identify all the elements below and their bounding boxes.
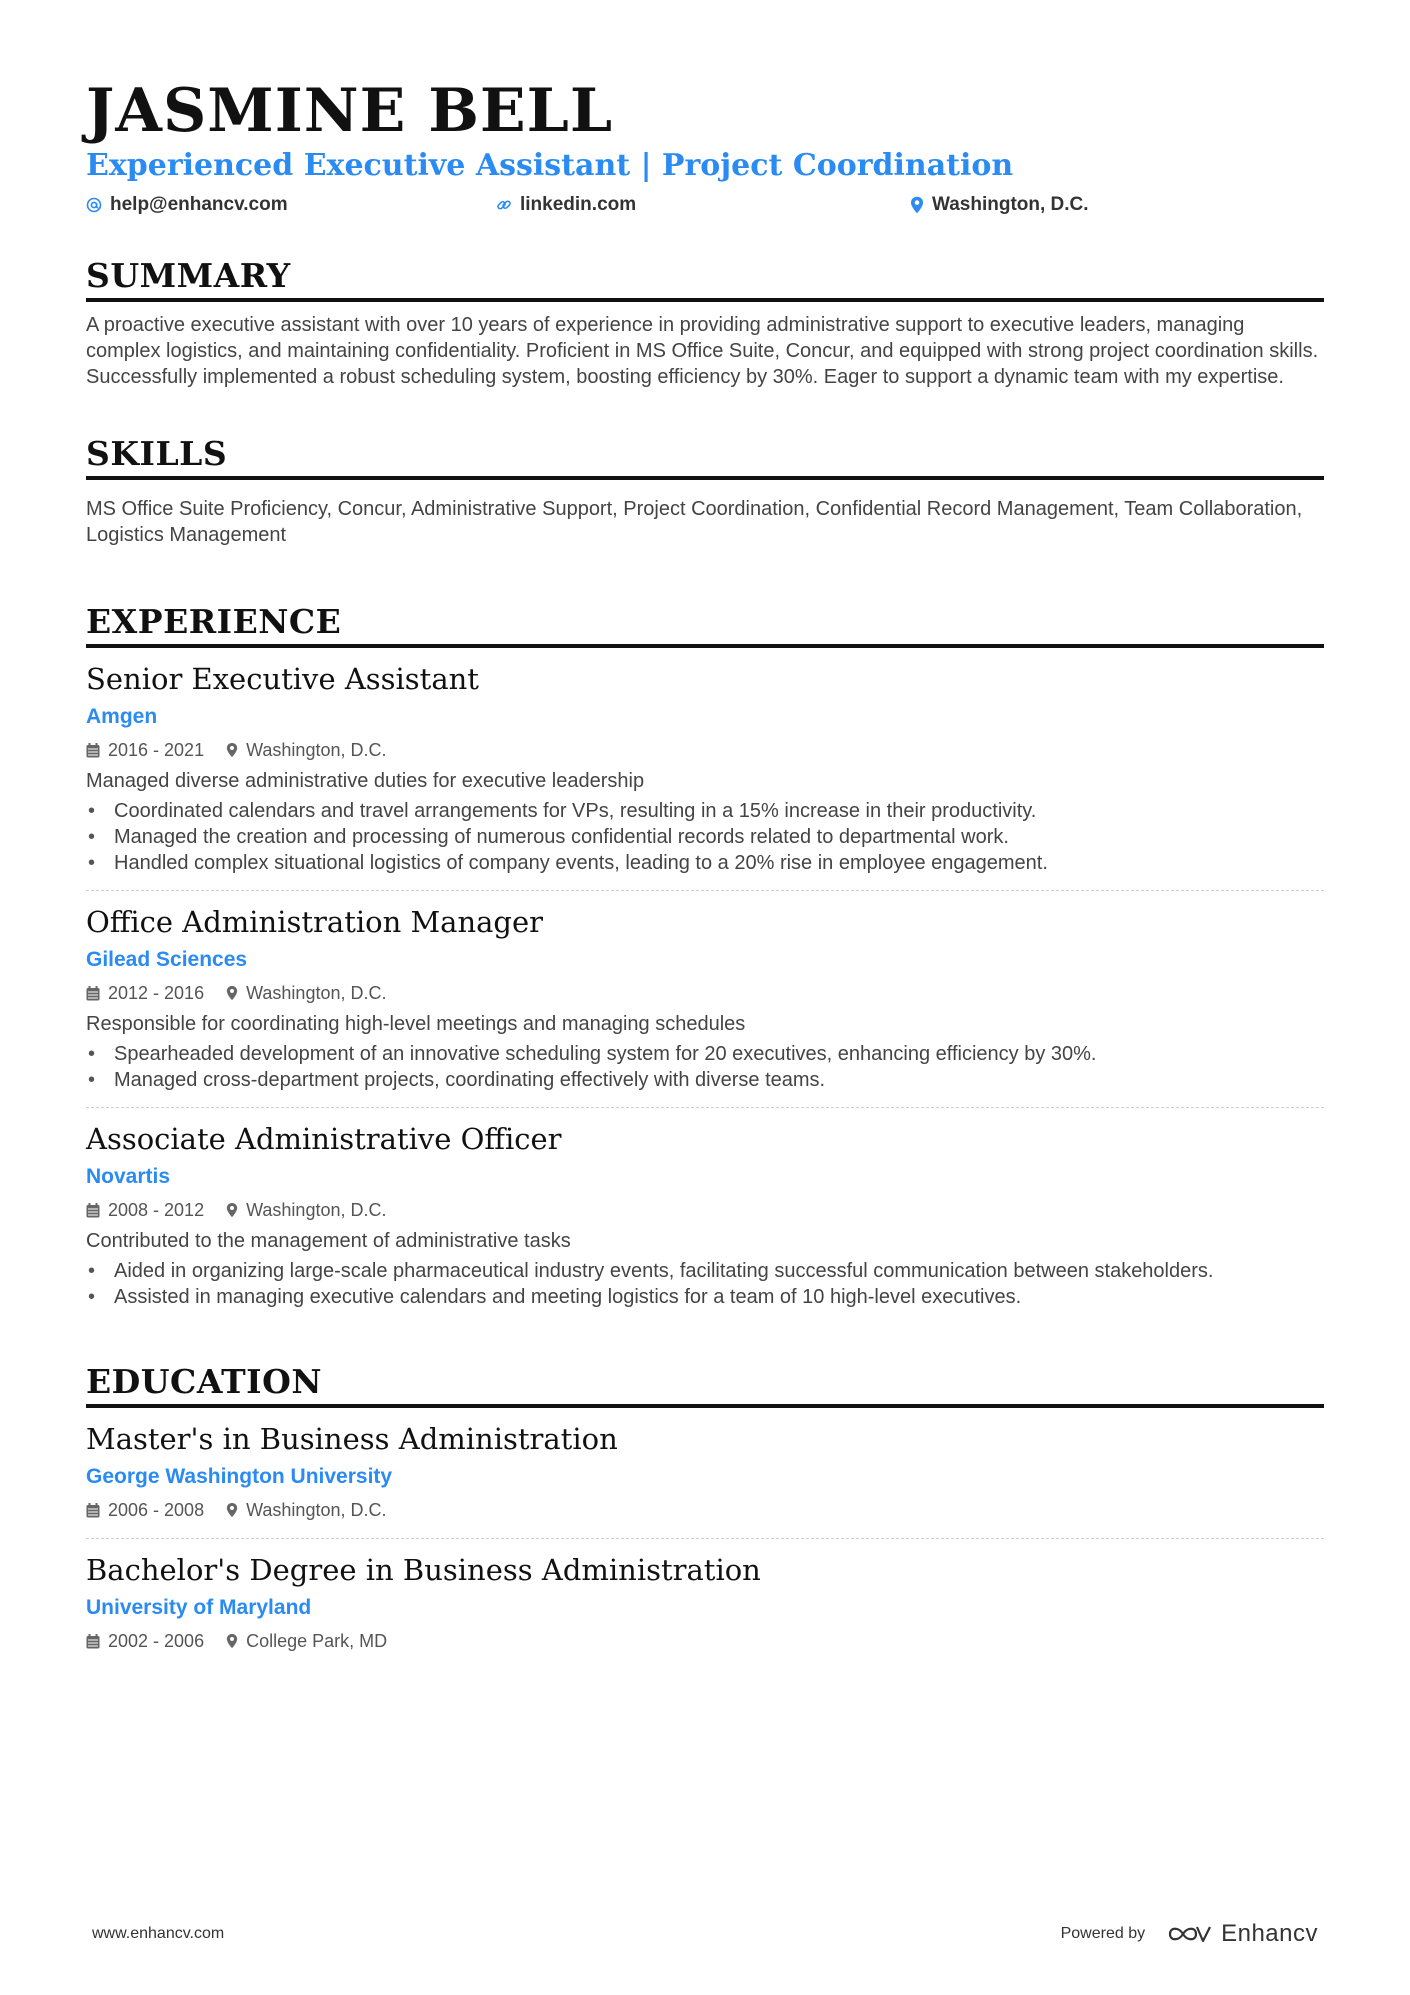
job-dates: 2008 - 2012	[86, 1196, 204, 1224]
education-heading: EDUCATION	[86, 1362, 323, 1401]
education-dates: 2006 - 2008	[86, 1496, 204, 1524]
achievement-item: • Handled complex situational logistics of company events, leading to a 20% rise in employee engagement.	[86, 850, 1324, 876]
experience-entry	[86, 890, 1324, 1093]
achievement-item: • Coordinated calendars and travel arrangements for VPs, resulting in a 15% increase in their productivity.	[86, 798, 1324, 824]
contact-email[interactable]	[86, 194, 496, 216]
summary-section	[86, 256, 1324, 390]
contact-linkedin-text: linkedin.com	[520, 194, 637, 215]
job-achievements	[86, 798, 1324, 876]
summary-heading: SUMMARY	[86, 256, 291, 295]
calendar-icon	[86, 1203, 100, 1218]
map-pin-icon	[226, 1633, 238, 1649]
job-achievements	[86, 1258, 1324, 1310]
company-name[interactable]: Gilead Sciences	[86, 948, 248, 971]
education-meta	[86, 1496, 1324, 1524]
job-description: Managed diverse administrative duties for executive leadership	[86, 770, 645, 792]
powered-by-label: Powered by	[1060, 1925, 1146, 1942]
education-section	[86, 1362, 1324, 1655]
map-pin-icon	[226, 1502, 238, 1518]
education-location: Washington, D.C.	[226, 1496, 386, 1524]
job-description: Responsible for coordinating high-level meetings and managing schedules	[86, 1013, 746, 1035]
job-meta	[86, 1196, 1324, 1224]
school-name[interactable]: George Washington University	[86, 1465, 393, 1488]
section-divider	[86, 298, 1324, 302]
school-name[interactable]: University of Maryland	[86, 1596, 312, 1619]
contact-row	[86, 192, 1324, 218]
map-pin-icon	[226, 742, 238, 758]
job-dates: 2012 - 2016	[86, 979, 204, 1007]
job-title: Senior Executive Assistant	[86, 662, 479, 696]
experience-entry	[86, 648, 1324, 876]
map-pin-icon	[226, 1202, 238, 1218]
map-pin-icon	[910, 196, 924, 214]
achievement-item: • Assisted in managing executive calendars and meeting logistics for a team of 10 high-level executives.	[86, 1284, 1324, 1310]
degree-title: Bachelor's Degree in Business Administration	[86, 1553, 761, 1587]
job-meta	[86, 979, 1324, 1007]
company-name[interactable]: Novartis	[86, 1165, 171, 1188]
achievement-item: • Managed the creation and processing of numerous confidential records related to departmental work.	[86, 824, 1324, 850]
skills-text: MS Office Suite Proficiency, Concur, Administrative Support, Project Coordination, Confidential Record Management, Team Collaboration, Logistics Management	[86, 498, 1303, 546]
company-name[interactable]: Amgen	[86, 705, 158, 728]
education-meta	[86, 1627, 1324, 1655]
contact-location-text: Washington, D.C.	[932, 194, 1089, 215]
job-location: Washington, D.C.	[226, 979, 386, 1007]
education-entry	[86, 1538, 1324, 1655]
calendar-icon	[86, 743, 100, 758]
section-divider	[86, 476, 1324, 480]
education-entry	[86, 1408, 1324, 1524]
calendar-icon	[86, 986, 100, 1001]
job-dates: 2016 - 2021	[86, 736, 204, 764]
job-achievements	[86, 1041, 1324, 1093]
calendar-icon	[86, 1503, 100, 1518]
at-icon	[86, 197, 102, 213]
summary-text: A proactive executive assistant with over 10 years of experience in providing administrative support to executive leaders, managing complex logistics, and maintaining confidentiality. Proficient in MS Office Suite, Concur, and equipped with strong project coordination skills. Successfully implemented a robust scheduling system, boosting efficiency by 30%. Eager to support a dynamic team with my expertise.	[86, 314, 1319, 388]
education-location: College Park, MD	[226, 1627, 387, 1655]
candidate-name: JASMINE BELL	[86, 76, 614, 146]
skills-heading: SKILLS	[86, 434, 228, 473]
achievement-item: • Aided in organizing large-scale pharmaceutical industry events, facilitating successful communication between stakeholders.	[86, 1258, 1324, 1284]
contact-email-text: help@enhancv.com	[110, 194, 288, 215]
experience-heading: EXPERIENCE	[86, 602, 342, 641]
job-location: Washington, D.C.	[226, 736, 386, 764]
achievement-item: • Managed cross-department projects, coordinating effectively with diverse teams.	[86, 1067, 1324, 1093]
education-dates: 2002 - 2006	[86, 1627, 204, 1655]
job-description: Contributed to the management of administrative tasks	[86, 1230, 571, 1252]
brand-logo[interactable]	[1167, 1920, 1318, 1948]
calendar-icon	[86, 1634, 100, 1649]
achievement-item: • Spearheaded development of an innovative scheduling system for 20 executives, enhancing efficiency by 30%.	[86, 1041, 1324, 1067]
brand-name: Enhancv	[1221, 1920, 1318, 1947]
page-footer	[92, 1914, 1318, 1954]
job-title: Office Administration Manager	[86, 905, 544, 939]
contact-linkedin[interactable]	[496, 194, 910, 216]
footer-branding	[1061, 1920, 1318, 1948]
job-title: Associate Administrative Officer	[86, 1122, 562, 1156]
contact-location	[910, 194, 1089, 216]
skills-section	[86, 434, 1324, 548]
job-meta	[86, 736, 1324, 764]
candidate-headline: Experienced Executive Assistant | Project Coordination	[86, 148, 1014, 183]
experience-section	[86, 602, 1324, 1310]
degree-title: Master's in Business Administration	[86, 1422, 618, 1456]
experience-entry	[86, 1107, 1324, 1310]
footer-url[interactable]: www.enhancv.com	[92, 1925, 225, 1942]
job-location: Washington, D.C.	[226, 1196, 386, 1224]
link-icon	[496, 197, 512, 213]
enhancv-logo-icon	[1167, 1923, 1213, 1945]
map-pin-icon	[226, 985, 238, 1001]
